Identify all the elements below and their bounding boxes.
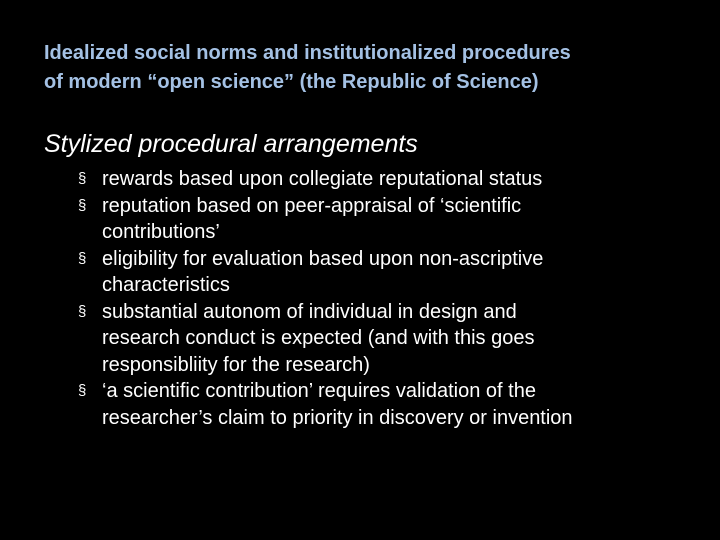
bullet-text-line: characteristics xyxy=(102,274,230,296)
bullet-item xyxy=(78,299,698,379)
bullet-item xyxy=(78,246,698,299)
bullet-text-line: reputation based on peer-appraisal of ‘scientific xyxy=(102,194,522,217)
bullet-item xyxy=(78,193,698,246)
bullet-text-line: substantial autonom of individual in design and xyxy=(102,300,517,323)
bullet-text-line: responsibliity for the research) xyxy=(102,353,370,376)
bullet-text-line: research conduct is expected (and with this goes xyxy=(102,327,535,349)
section-bullet-icon: § xyxy=(78,170,87,187)
bullet-text-line: eligibility for evaluation based upon non-ascriptive xyxy=(102,247,544,270)
slide-subtitle: Stylized procedural arrangements xyxy=(44,130,418,158)
bullet-text-line: ‘a scientific contribution’ requires validation of the xyxy=(102,380,536,402)
bullet-item xyxy=(78,378,698,431)
slide-title-line: Idealized social norms and institutionalized procedures xyxy=(44,42,571,64)
bullet-text-line: rewards based upon collegiate reputational status xyxy=(102,168,543,190)
section-bullet-icon: § xyxy=(78,302,87,320)
slide-title xyxy=(44,39,704,97)
section-bullet-icon: § xyxy=(78,249,87,267)
bullet-text-line: contributions’ xyxy=(102,221,220,243)
section-bullet-icon: § xyxy=(78,196,87,214)
bullet-item xyxy=(78,166,698,193)
bullet-text-line: researcher’s claim to priority in discovery or invention xyxy=(102,406,573,429)
slide-title-line: of modern “open science” (the Republic of Science) xyxy=(44,71,539,93)
section-bullet-icon: § xyxy=(78,382,87,399)
bullet-list xyxy=(78,166,698,431)
